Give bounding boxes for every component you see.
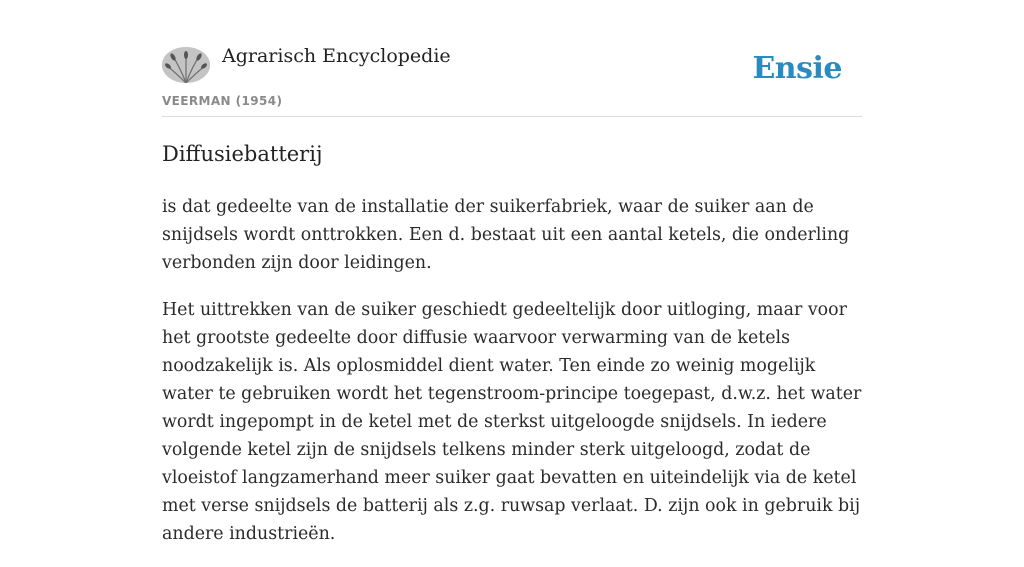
entry-page [162, 0, 862, 544]
entry-paragraph: Het uittrekken van de suiker geschiedt gedeeltelijk door uitloging, maar voor het grootste gedeelte door diffusie waarvoor verwarming van de ketels noodzakelijk is. Als oplosmiddel dient water. Ten einde zo weinig mogelijk water te gebruiken wordt het tegenstroom-principe toegepast, d.w.z. het water wordt ingepompt in de ketel met de sterkst uitgeloogde snijdsels. In iedere volgende ketel zijn de snijdsels telkens minder sterk uitgeloogd, zodat de vloeistof langzamerhand meer suiker gaat bevatten en uiteindelijk via de ketel met verse snijdsels de batterij als z.g. ruwsap verlaat. D. zijn ook in gebruik bij andere industrieën. [162, 300, 862, 544]
source-author: VEERMAN (1954) [162, 94, 283, 108]
ensie-brand-logo[interactable]: Ensie [752, 51, 842, 86]
entry-paragraph: is dat gedeelte van de installatie der suikerfabriek, waar de suiker aan de snijdsels wordt onttrokken. Een d. bestaat uit een aantal ketels, die onderling verbonden zijn door leidingen. [162, 197, 850, 273]
entry-body [162, 193, 862, 567]
source-title[interactable]: Agrarisch Encyclopedie [222, 45, 451, 67]
source-header [162, 0, 862, 117]
entry-title: Diffusiebatterij [162, 142, 323, 166]
wheat-logo-icon[interactable] [162, 47, 210, 83]
